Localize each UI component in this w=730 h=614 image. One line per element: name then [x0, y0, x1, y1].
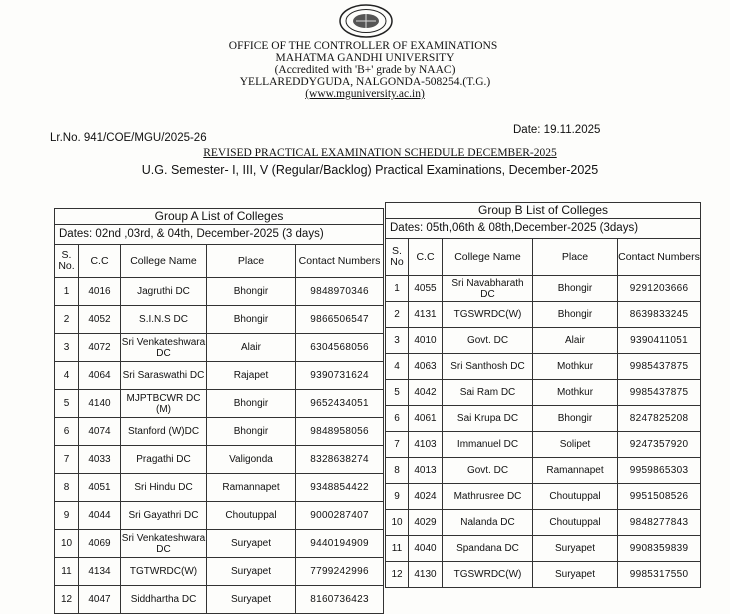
cell-sno: 9	[55, 502, 79, 530]
cell-cc: 4072	[79, 334, 121, 362]
cell-cc: 4013	[409, 458, 443, 484]
cell-contact: 9348854422	[296, 474, 384, 502]
cell-college: S.I.N.S DC	[121, 306, 207, 334]
table-row	[386, 536, 701, 562]
table-row	[386, 510, 701, 536]
cell-contact: 9866506547	[296, 306, 384, 334]
col-sno: S. No.	[55, 245, 79, 278]
cell-place: Suryapet	[207, 558, 296, 586]
cell-college: Pragathi DC	[121, 446, 207, 474]
table-row	[386, 354, 701, 380]
col-contact: Contact Numbers	[296, 245, 384, 278]
cell-contact: 9000287407	[296, 502, 384, 530]
table-row	[55, 334, 384, 362]
cell-place: Suryapet	[207, 530, 296, 558]
cell-contact: 6304568056	[296, 334, 384, 362]
cell-contact: 8328638274	[296, 446, 384, 474]
cell-place: Alair	[533, 328, 618, 354]
cell-cc: 4061	[409, 406, 443, 432]
cell-sno: 12	[386, 562, 409, 588]
cell-sno: 4	[55, 362, 79, 390]
table-row	[386, 328, 701, 354]
cell-cc: 4016	[79, 278, 121, 306]
cell-sno: 5	[55, 390, 79, 418]
cell-sno: 3	[55, 334, 79, 362]
cell-contact: 9951508526	[618, 484, 701, 510]
cell-contact: 9848970346	[296, 278, 384, 306]
group-a-title: Group A List of Colleges	[55, 209, 384, 225]
table-row	[55, 558, 384, 586]
cell-sno: 1	[55, 278, 79, 306]
table-row	[386, 432, 701, 458]
cell-place: Suryapet	[533, 562, 618, 588]
table-row	[386, 406, 701, 432]
cell-place: Bhongir	[207, 306, 296, 334]
cell-college: Sri Venkateshwara DC	[121, 334, 207, 362]
cell-place: Rajapet	[207, 362, 296, 390]
cell-contact: 8639833245	[618, 302, 701, 328]
cell-contact: 9291203666	[618, 276, 701, 302]
cell-sno: 10	[386, 510, 409, 536]
cell-college: Mathrusree DC	[443, 484, 533, 510]
cell-college: Siddhartha DC	[121, 586, 207, 614]
cell-sno: 7	[386, 432, 409, 458]
col-sno: S. No	[386, 239, 409, 276]
cell-sno: 10	[55, 530, 79, 558]
group-a-table	[54, 208, 384, 614]
cell-place: Choutuppal	[207, 502, 296, 530]
table-row	[55, 390, 384, 418]
cell-college: Govt. DC	[443, 458, 533, 484]
cell-sno: 4	[386, 354, 409, 380]
cell-sno: 8	[55, 474, 79, 502]
cell-college: Immanuel DC	[443, 432, 533, 458]
col-college: College Name	[443, 239, 533, 276]
cell-place: Choutuppal	[533, 484, 618, 510]
cell-college: TGSWRDC(W)	[443, 562, 533, 588]
cell-place: Ramannapet	[533, 458, 618, 484]
cell-college: Sri Gayathri DC	[121, 502, 207, 530]
cell-contact: 9985317550	[618, 562, 701, 588]
cell-sno: 6	[386, 406, 409, 432]
cell-contact: 9985437875	[618, 354, 701, 380]
table-row	[55, 362, 384, 390]
cell-cc: 4052	[79, 306, 121, 334]
cell-cc: 4134	[79, 558, 121, 586]
cell-contact: 9390411051	[618, 328, 701, 354]
cell-sno: 11	[55, 558, 79, 586]
table-row	[386, 380, 701, 406]
cell-place: Bhongir	[207, 390, 296, 418]
cell-college: TGTWRDC(W)	[121, 558, 207, 586]
cell-cc: 4140	[79, 390, 121, 418]
cell-cc: 4033	[79, 446, 121, 474]
cell-cc: 4042	[409, 380, 443, 406]
cell-place: Solipet	[533, 432, 618, 458]
cell-sno: 3	[386, 328, 409, 354]
cell-sno: 11	[386, 536, 409, 562]
cell-cc: 4051	[79, 474, 121, 502]
cell-sno: 1	[386, 276, 409, 302]
office-title: OFFICE OF THE CONTROLLER OF EXAMINATIONS	[228, 40, 498, 52]
table-row	[386, 302, 701, 328]
cell-place: Suryapet	[533, 536, 618, 562]
cell-sno: 6	[55, 418, 79, 446]
website-link[interactable]: (www.mguniversity.ac.in)	[305, 88, 425, 100]
table-row	[55, 502, 384, 530]
table-row	[386, 484, 701, 510]
document-subtitle: U.G. Semester- I, III, V (Regular/Backlog) Practical Examinations, December-2025	[141, 163, 599, 177]
group-b-dates: Dates: 05th,06th & 08th,December-2025 (3days)	[386, 219, 701, 239]
cell-cc: 4040	[409, 536, 443, 562]
cell-college: TGSWRDC(W)	[443, 302, 533, 328]
table-row	[386, 276, 701, 302]
table-row	[55, 446, 384, 474]
cell-place: Mothkur	[533, 380, 618, 406]
cell-place: Ramannapet	[207, 474, 296, 502]
table-row	[386, 562, 701, 588]
cell-place: Mothkur	[533, 354, 618, 380]
university-name: MAHATMA GANDHI UNIVERSITY	[275, 52, 455, 64]
cell-place: Bhongir	[207, 278, 296, 306]
reference-number: Lr.No. 941/COE/MGU/2025-26	[50, 132, 207, 144]
cell-cc: 4074	[79, 418, 121, 446]
group-a-dates: Dates: 02nd ,03rd, & 04th, December-2025 (3 days)	[55, 225, 384, 245]
cell-cc: 4063	[409, 354, 443, 380]
cell-college: Sri Saraswathi DC	[121, 362, 207, 390]
cell-cc: 4064	[79, 362, 121, 390]
table-row	[55, 530, 384, 558]
cell-contact: 9440194909	[296, 530, 384, 558]
table-row	[55, 306, 384, 334]
cell-place: Bhongir	[533, 406, 618, 432]
table-row	[386, 458, 701, 484]
cell-contact: 8247825208	[618, 406, 701, 432]
cell-college: Govt. DC	[443, 328, 533, 354]
cell-college: Sri Navabharath DC	[443, 276, 533, 302]
group-b-title: Group B List of Colleges	[386, 203, 701, 219]
letter-date: Date: 19.11.2025	[513, 124, 601, 136]
cell-cc: 4130	[409, 562, 443, 588]
cell-contact: 7799242996	[296, 558, 384, 586]
cell-sno: 12	[55, 586, 79, 614]
cell-contact: 9848277843	[618, 510, 701, 536]
cell-college: MJPTBCWR DC (M)	[121, 390, 207, 418]
cell-place: Alair	[207, 334, 296, 362]
cell-contact: 9848958056	[296, 418, 384, 446]
cell-place: Suryapet	[207, 586, 296, 614]
document-title: REVISED PRACTICAL EXAMINATION SCHEDULE DECEMBER-2025	[203, 147, 557, 159]
cell-place: Bhongir	[207, 418, 296, 446]
cell-cc: 4029	[409, 510, 443, 536]
cell-college: Jagruthi DC	[121, 278, 207, 306]
col-place: Place	[207, 245, 296, 278]
cell-contact: 9390731624	[296, 362, 384, 390]
cell-place: Bhongir	[533, 302, 618, 328]
cell-cc: 4010	[409, 328, 443, 354]
cell-college: Nalanda DC	[443, 510, 533, 536]
address: YELLAREDDYGUDA, NALGONDA-508254.(T.G.)	[239, 76, 491, 88]
cell-sno: 8	[386, 458, 409, 484]
cell-sno: 2	[55, 306, 79, 334]
col-college: College Name	[121, 245, 207, 278]
cell-cc: 4044	[79, 502, 121, 530]
table-row	[55, 586, 384, 614]
cell-place: Bhongir	[533, 276, 618, 302]
cell-contact: 8160736423	[296, 586, 384, 614]
col-cc: C.C	[409, 239, 443, 276]
cell-place: Choutuppal	[533, 510, 618, 536]
table-row	[55, 278, 384, 306]
col-contact: Contact Numbers	[618, 239, 701, 276]
cell-college: Sai Krupa DC	[443, 406, 533, 432]
cell-cc: 4024	[409, 484, 443, 510]
table-row	[55, 418, 384, 446]
cell-sno: 5	[386, 380, 409, 406]
cell-contact: 9247357920	[618, 432, 701, 458]
cell-contact: 9985437875	[618, 380, 701, 406]
university-seal-icon	[338, 3, 394, 39]
cell-sno: 2	[386, 302, 409, 328]
cell-cc: 4055	[409, 276, 443, 302]
cell-cc: 4103	[409, 432, 443, 458]
cell-college: Sri Santhosh DC	[443, 354, 533, 380]
accreditation: (Accredited with 'B+' grade by NAAC)	[274, 64, 456, 76]
cell-college: Stanford (W)DC	[121, 418, 207, 446]
cell-college: Sri Hindu DC	[121, 474, 207, 502]
cell-place: Valigonda	[207, 446, 296, 474]
cell-sno: 9	[386, 484, 409, 510]
cell-contact: 9908359839	[618, 536, 701, 562]
cell-cc: 4069	[79, 530, 121, 558]
cell-sno: 7	[55, 446, 79, 474]
cell-college: Spandana DC	[443, 536, 533, 562]
col-cc: C.C	[79, 245, 121, 278]
group-b-table	[385, 202, 701, 588]
cell-college: Sri Venkateshwara DC	[121, 530, 207, 558]
cell-cc: 4131	[409, 302, 443, 328]
col-place: Place	[533, 239, 618, 276]
cell-contact: 9959865303	[618, 458, 701, 484]
cell-contact: 9652434051	[296, 390, 384, 418]
cell-cc: 4047	[79, 586, 121, 614]
table-row	[55, 474, 384, 502]
cell-college: Sai Ram DC	[443, 380, 533, 406]
